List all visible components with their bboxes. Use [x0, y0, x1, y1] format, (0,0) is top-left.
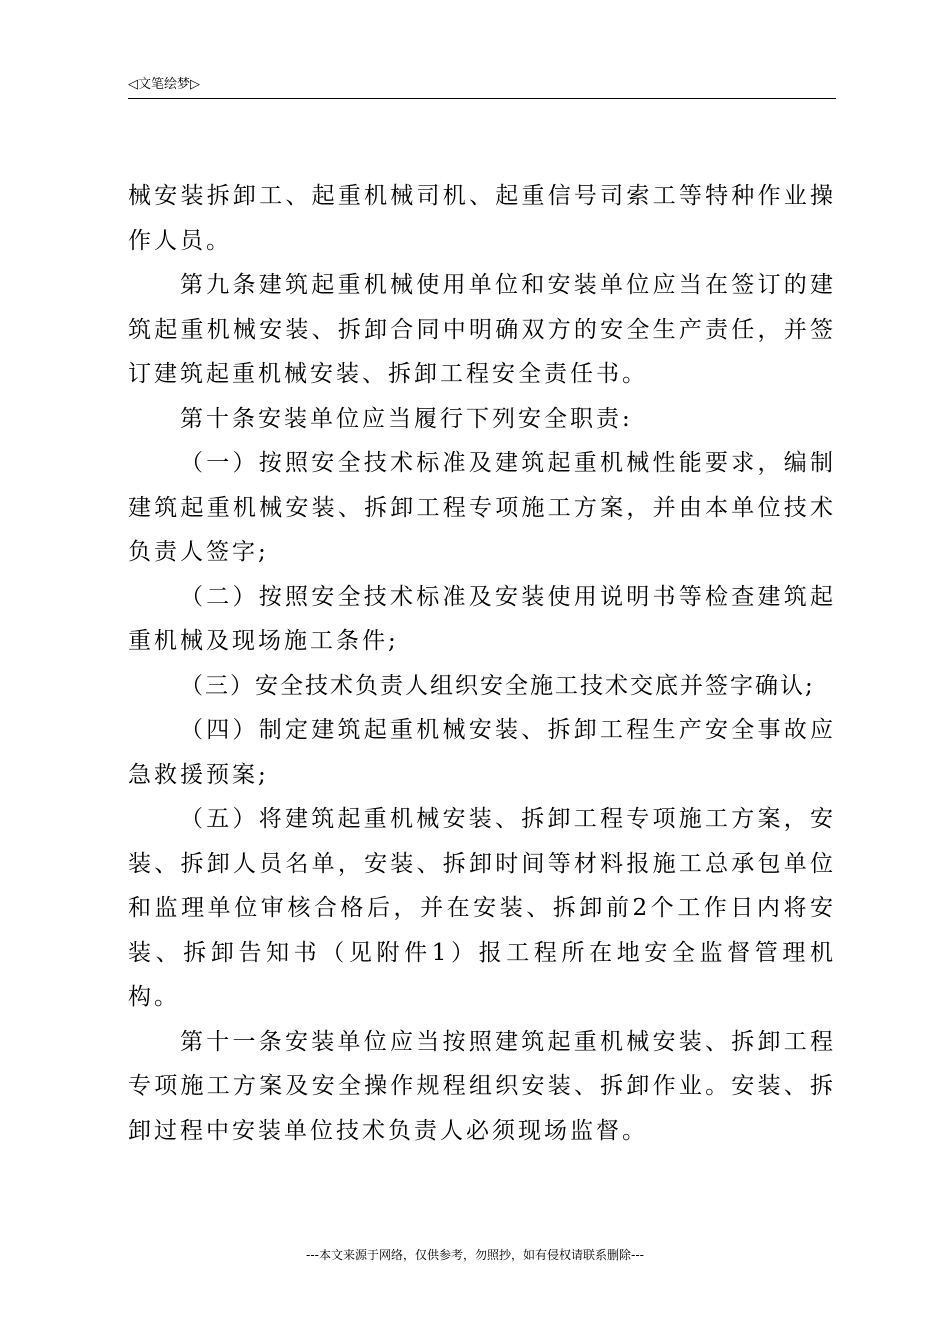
paragraph-continuation: 械安装拆卸工、起重机械司机、起重信号司索工等特种作业操作人员。 [128, 183, 836, 254]
header-text: ◁文笔绘梦▷ [128, 77, 200, 92]
paragraph-item-4: （四）制定建筑起重机械安装、拆卸工程生产安全事故应急救援预案; [128, 717, 836, 788]
document-body [128, 174, 836, 1153]
paragraph-item-5: （五）将建筑起重机械安装、拆卸工程专项施工方案，安装、拆卸人员名单，安装、拆卸时间等材料报施工总承包单位和监理单位审核合格后，并在安装、拆卸前2个工作日内将安装、拆卸告知书（见附件1）报工程所在地安全监督管理机构。 [128, 806, 836, 1010]
paragraph-article-11: 第十一条安装单位应当按照建筑起重机械安装、拆卸工程专项施工方案及安全操作规程组织安装、拆卸作业。安装、拆卸过程中安装单位技术负责人必须现场监督。 [128, 1028, 836, 1144]
paragraph-item-1: （一）按照安全技术标准及建筑起重机械性能要求，编制建筑起重机械安装、拆卸工程专项施工方案，并由本单位技术负责人签字; [128, 450, 836, 565]
page-footer: ---本文来源于网络，仅供参考，勿照抄，如有侵权请联系删除--- [306, 1248, 644, 1262]
paragraph-article-10: 第十条安装单位应当履行下列安全职责: [180, 405, 633, 432]
paragraph-item-3: （三）安全技术负责人组织安全施工技术交底并签字确认; [180, 672, 815, 699]
paragraph-item-2: （二）按照安全技术标准及安装使用说明书等检查建筑起重机械及现场施工条件; [128, 583, 836, 654]
paragraph-article-9: 第九条建筑起重机械使用单位和安装单位应当在签订的建筑起重机械安装、拆卸合同中明确双方的安全生产责任，并签订建筑起重机械安装、拆卸工程安全责任书。 [128, 272, 836, 387]
page-header [128, 74, 836, 99]
